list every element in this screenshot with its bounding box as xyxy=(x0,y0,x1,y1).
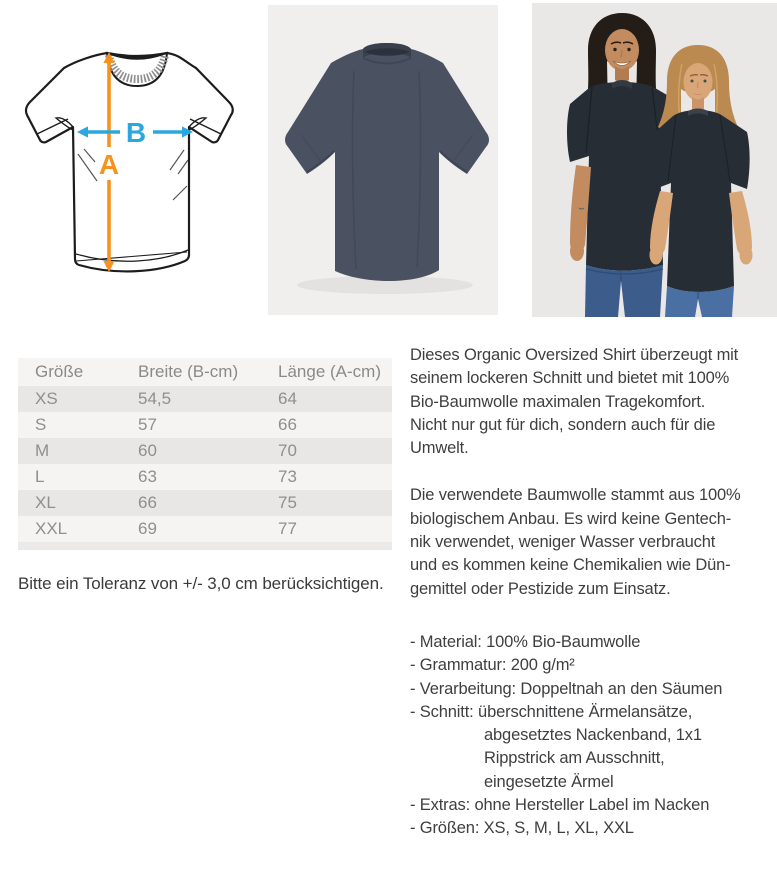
breite-cell: 69 xyxy=(138,519,157,538)
laenge-cell: 75 xyxy=(278,493,297,512)
spec-line-schnitt-cont: abgesetztes Nackenband, 1x1 xyxy=(484,726,702,745)
tshirt-measurement-drawing xyxy=(10,28,246,304)
spec-line-grammatur: - Grammatur: 200 g/m² xyxy=(410,656,575,675)
breite-cell: 60 xyxy=(138,441,157,460)
description-line: und es kommen keine Chemikalien wie Dün- xyxy=(410,556,731,575)
description-line: nik verwendet, weniger Wasser verbraucht xyxy=(410,533,716,552)
spec-line-verarbeitung: - Verarbeitung: Doppeltnah an den Säumen xyxy=(410,679,723,698)
breite-cell: 63 xyxy=(138,467,157,486)
breite-cell: 57 xyxy=(138,415,157,434)
size-cell: S xyxy=(35,415,47,434)
table-row-xl xyxy=(18,490,392,516)
measure-label-b: B xyxy=(125,117,147,148)
models-photo xyxy=(532,3,777,317)
column-header-groesse: Größe xyxy=(35,362,84,381)
size-table-header-row xyxy=(18,358,392,386)
description-line: gemittel oder Pestizide zum Einsatz. xyxy=(410,579,671,598)
table-row-s xyxy=(18,412,392,438)
spec-line-groessen: - Größen: XS, S, M, L, XL, XXL xyxy=(410,819,634,838)
models-image xyxy=(532,3,777,317)
size-cell: L xyxy=(35,467,45,486)
description-paragraph-2 xyxy=(410,484,776,600)
spec-line-schnitt: - Schnitt: überschnittene Ärmelansätze, xyxy=(410,702,693,721)
laenge-cell: 77 xyxy=(278,519,297,538)
laenge-cell: 64 xyxy=(278,389,297,408)
table-row-l xyxy=(18,464,392,490)
column-header-laenge: Länge (A-cm) xyxy=(278,362,381,381)
description-line: seinem lockeren Schnitt und bietet mit 100% xyxy=(410,369,730,388)
description-line: Bio-Baumwolle maximalen Tragekomfort. xyxy=(410,392,706,411)
laenge-cell: 73 xyxy=(278,467,297,486)
table-footer-strip xyxy=(18,542,392,550)
spec-line-extras: - Extras: ohne Hersteller Label im Nacken xyxy=(410,796,710,815)
table-row-m xyxy=(18,438,392,464)
description-line: Nicht nur gut für dich, sondern auch für die xyxy=(410,415,716,434)
arrow-b-head-left xyxy=(77,126,88,137)
measure-label-a: A xyxy=(98,149,120,180)
description-line: Die verwendete Baumwolle stammt aus 100% xyxy=(410,486,741,505)
woman-hand-left xyxy=(650,246,663,265)
breite-cell: 54,5 xyxy=(138,389,172,408)
size-cell: XXL xyxy=(35,519,68,538)
description-paragraph-1 xyxy=(410,344,776,460)
woman-hand-right xyxy=(740,246,753,265)
laenge-cell: 66 xyxy=(278,415,297,434)
size-diagram xyxy=(10,28,246,304)
product-photo xyxy=(268,5,498,315)
breite-cell: 66 xyxy=(138,493,157,512)
height-arrow-a xyxy=(99,52,119,272)
spec-list xyxy=(410,631,776,841)
laenge-cell: 70 xyxy=(278,441,297,460)
size-cell: M xyxy=(35,441,50,460)
size-cell: XS xyxy=(35,389,58,408)
table-row-xxl xyxy=(18,516,392,542)
spec-line-material: - Material: 100% Bio-Baumwolle xyxy=(410,632,641,651)
man-hand xyxy=(570,241,584,261)
description-line: biologischem Anbau. Es wird keine Gentech- xyxy=(410,509,732,528)
width-arrow-b xyxy=(77,117,193,148)
collar-outline xyxy=(107,53,167,86)
description-line: Dieses Organic Oversized Shirt überzeugt mit xyxy=(410,346,739,364)
spec-line-schnitt-cont: Rippstrick am Ausschnitt, xyxy=(484,749,665,768)
spec-line-schnitt-cont: eingesetzte Ärmel xyxy=(484,772,614,791)
tolerance-note: Bitte ein Toleranz von +/- 3,0 cm berücksichtigen. xyxy=(18,574,384,593)
product-description xyxy=(410,344,776,841)
size-cell: XL xyxy=(35,493,56,512)
column-header-breite: Breite (B-cm) xyxy=(138,362,239,381)
size-table xyxy=(18,358,392,550)
product-shirt-image xyxy=(268,5,498,315)
table-row-xs xyxy=(18,386,392,412)
description-line: Umwelt. xyxy=(410,439,469,458)
wrinkle-lines xyxy=(78,149,188,200)
